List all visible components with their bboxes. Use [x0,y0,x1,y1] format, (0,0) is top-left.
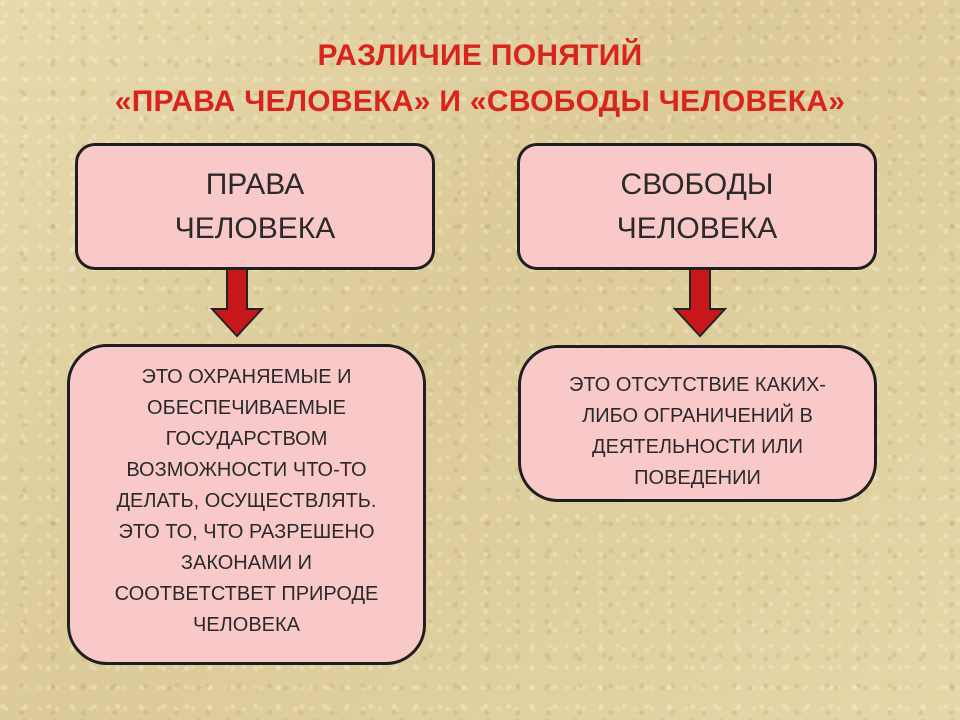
title-line-1: РАЗЛИЧИЕ ПОНЯТИЙ [317,39,643,72]
heading-box-human-freedoms [517,143,877,270]
heading-human-freedoms: СВОБОДЫ ЧЕЛОВЕКА [616,167,778,245]
heading-human-rights: ПРАВА ЧЕЛОВЕКА [174,167,336,245]
down-arrow-icon [673,268,727,338]
heading-box-human-rights [75,143,435,270]
title-line-2: «ПРАВА ЧЕЛОВЕКА» И «СВОБОДЫ ЧЕЛОВЕКА» [114,85,846,118]
definition-human-freedoms: ЭТО ОТСУТСТВИЕ КАКИХ- ЛИБО ОГРАНИЧЕНИЙ В ДЕЯТЕЛЬНОСТИ ИЛИ ПОВЕДЕНИИ [569,374,826,489]
definition-human-rights: ЭТО ОХРАНЯЕМЫЕ И ОБЕСПЕЧИВАЕМЫЕ ГОСУДАРСТВОМ ВОЗМОЖНОСТИ ЧТО-ТО ДЕЛАТЬ, ОСУЩЕСТВЛЯТЬ. ЭТО ТО, ЧТО РАЗРЕШЕНО ЗАКОНАМИ И СООТВЕТСТВЕТ ПРИРОДЕ ЧЕЛОВЕКА [114,366,379,636]
definition-box-human-freedoms [518,345,877,502]
definition-box-human-rights [67,344,426,665]
down-arrow-icon [210,268,264,338]
